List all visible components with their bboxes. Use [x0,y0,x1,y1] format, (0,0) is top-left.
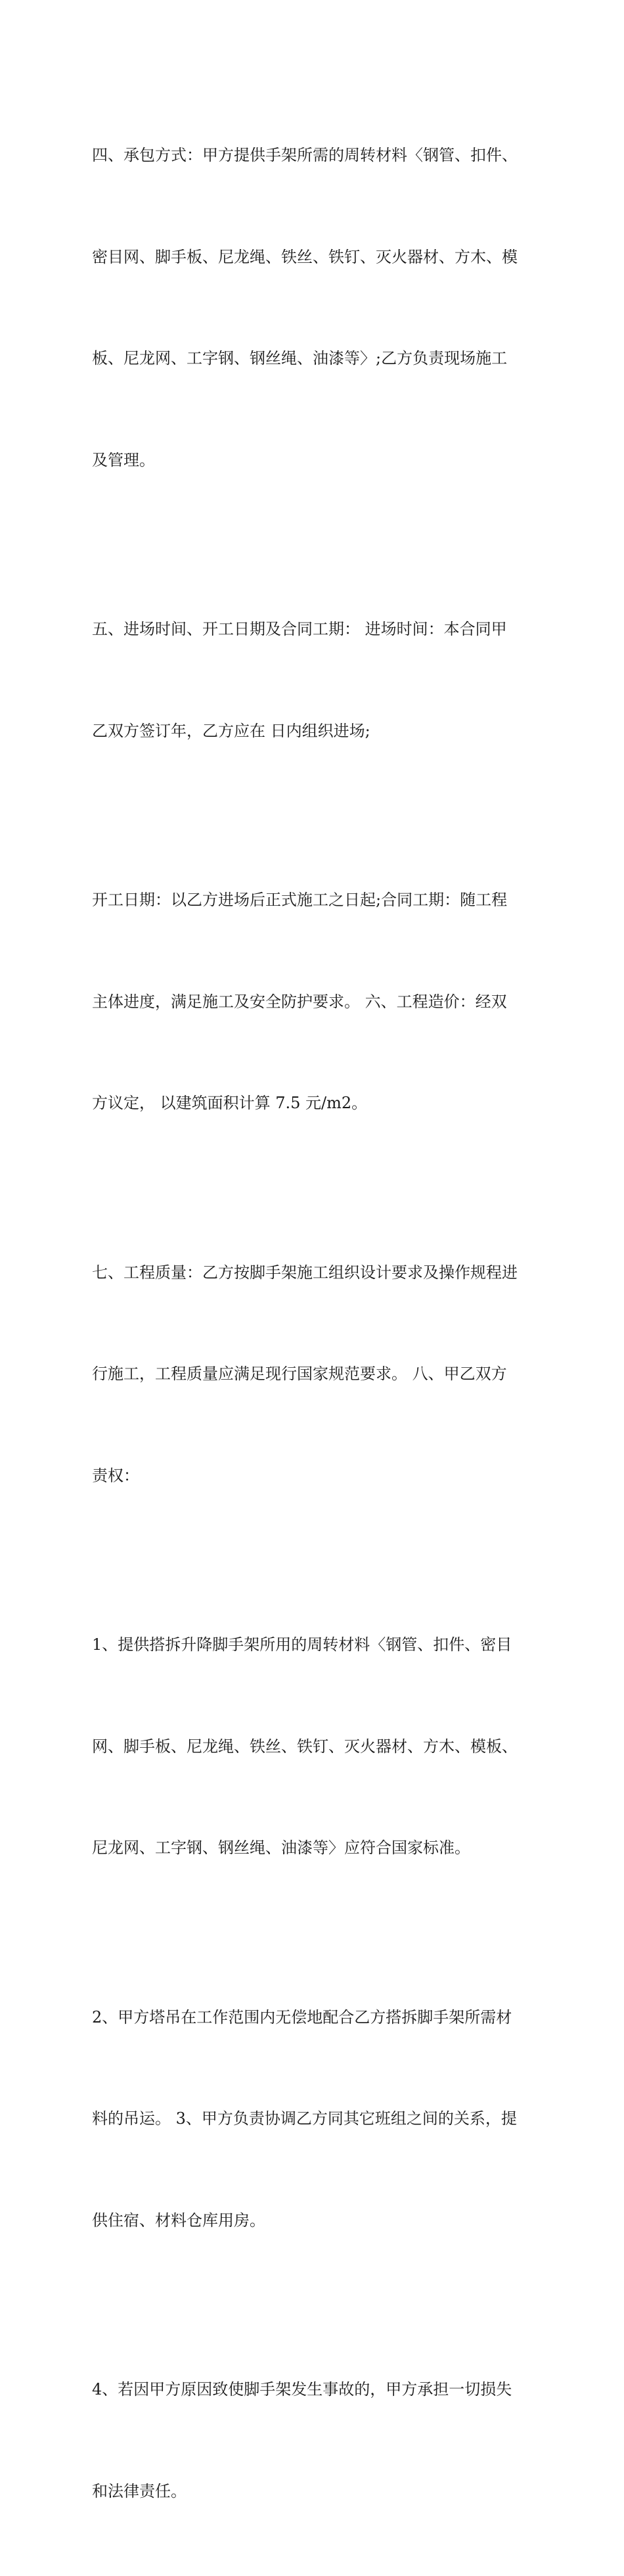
text-line: 开工日期：以乙方进场后正式施工之日起;合同工期：随工程 [92,891,508,909]
text-line: 主体进度，满足施工及安全防护要求。 六、工程造价：经双 [92,992,507,1011]
text-line: 1、提供搭拆升降脚手架所用的周转材料〈钢管、扣件、密目 [92,1635,512,1654]
text-line: 板、尼龙网、工字钢、钢丝绳、油漆等〉;乙方负责现场施工 [92,349,508,367]
text-line: 4、若因甲方原因致使脚手架发生事故的，甲方承担一切损失 [92,2380,512,2399]
text-line: 密目网、脚手板、尼龙绳、铁丝、铁钉、灭火器材、方木、模 [92,247,518,266]
text-line: 网、脚手板、尼龙绳、铁丝、铁钉、灭火器材、方木、模板、 [92,1737,518,1756]
document-page [92,71,539,2576]
text-line: 四、承包方式：甲方提供手架所需的周转材料〈钢管、扣件、 [92,146,518,164]
text-line: 尼龙网、工字钢、钢丝绳、油漆等〉应符合国家标准。 [92,1838,470,1857]
text-line: 责权： [92,1466,139,1485]
paragraph-item-1 [92,1560,539,1933]
paragraph-contract-method [92,71,539,545]
text-line: 供住宿、材料仓库用房。 [92,2211,265,2230]
text-line: 七、工程质量：乙方按脚手架施工组织设计要求及操作规程进 [92,1263,518,1282]
paragraph-item-4 [92,2305,539,2576]
text-line: 行施工，工程质量应满足现行国家规范要求。 八、甲乙双方 [92,1365,507,1383]
text-line: 和法律责任。 [92,2481,187,2500]
text-line: 五、进场时间、开工日期及合同工期： 进场时间：本合同甲 [92,620,507,638]
text-line: 方议定， 以建筑面积计算 7.5 元/m2。 [92,1094,368,1112]
text-line: 乙双方签订年，乙方应在 日内组织进场; [92,721,370,740]
text-line: 及管理。 [92,450,155,469]
paragraph-start-date [92,816,539,1188]
paragraph-quality [92,1188,539,1561]
text-line: 2、甲方塔吊在工作范围内无偿地配合乙方搭拆脚手架所需材 [92,2007,512,2026]
paragraph-entry-time [92,545,539,816]
paragraph-item-2 [92,1933,539,2306]
text-line: 料的吊运。 3、甲方负责协调乙方同其它班组之间的关系，提 [92,2109,517,2128]
